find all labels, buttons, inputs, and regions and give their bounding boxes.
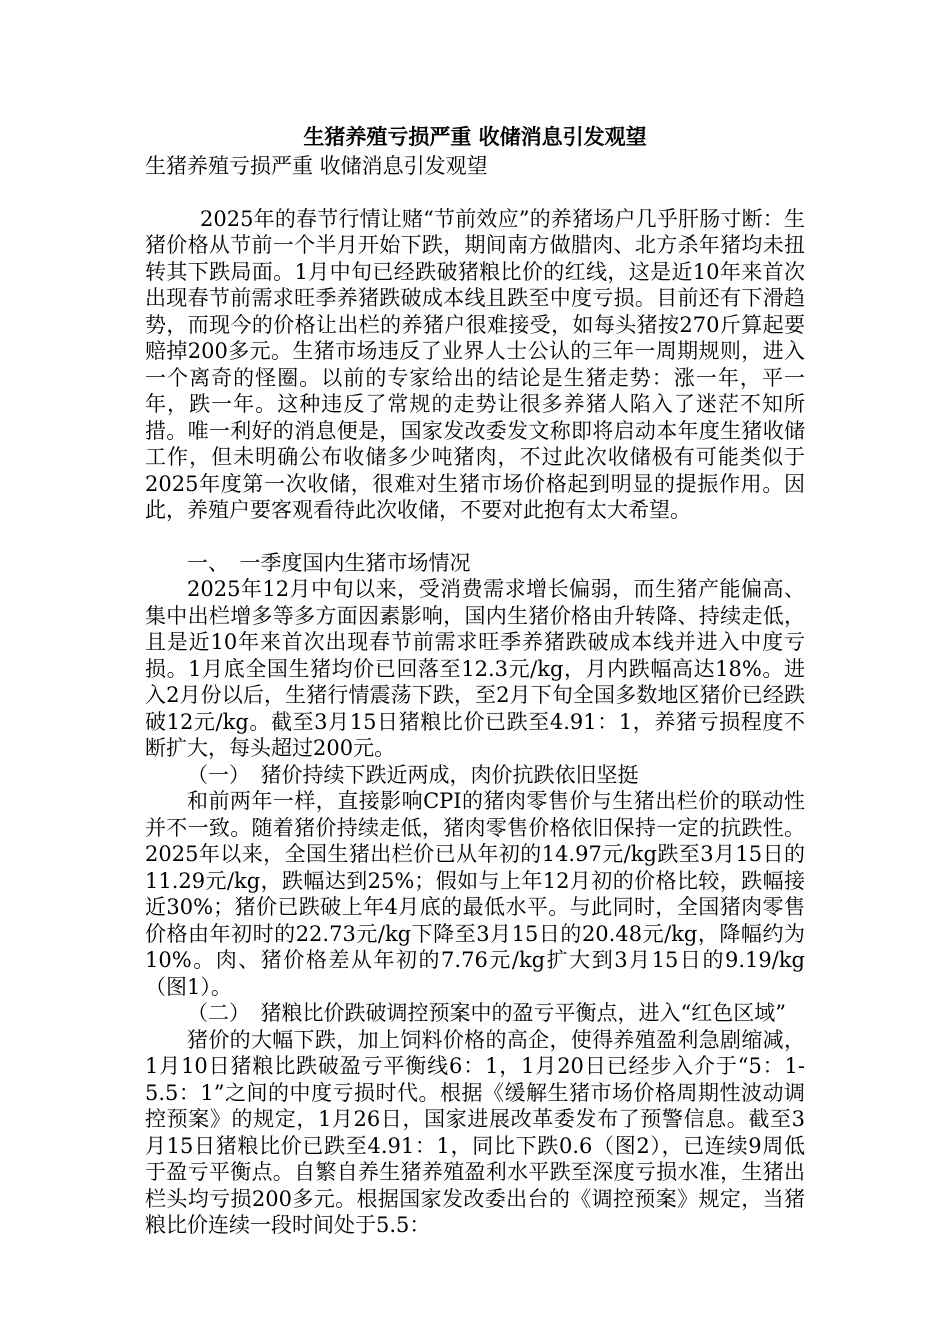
- section-heading: 一、 一季度国内生猪市场情况: [187, 550, 471, 575]
- document-subtitle: 生猪养殖亏损严重 收储消息引发观望: [145, 154, 488, 178]
- blank-line: [145, 180, 805, 206]
- subsection-paragraph: 和前两年一样，直接影响CPI的猪肉零售价与生猪出栏价的联动性并不一致。随着猪价持续走低，猪肉零售价格依旧保持一定的抗跌性。2025年以来，全国生猪出栏价已从年初的14.97元/kg跌至3月15日的11.29元/kg，跌幅达到25%；假如与上年12月初的价格比较，跌幅接近30%；猪价已跌破上年4月底的最低水平。与此同时，全国猪肉零售价格由年初时的22.73元/kg下降至3月15日的20.48元/kg，降幅约为10%。肉、猪价格差从年初的7.76元/kg扩大到3月15日的9.19/kg（图1）。: [145, 789, 805, 999]
- document-title: 生猪养殖亏损严重 收储消息引发观望: [303, 125, 647, 149]
- blank-line: [145, 524, 805, 550]
- subsection-paragraph: 猪价的大幅下跌，加上饲料价格的高企，使得养殖盈利急剧缩减，1月10日猪粮比跌破盈亏平衡线6：1，1月20日已经步入介于“5：1-5.5：1”之间的中度亏损时代。根据《缓解生猪市场价格周期性波动调控预案》的规定，1月26日，国家进展改革委发布了预警信息。截至3月15日猪粮比价已跌至4.91：1，同比下跌0.6（图2），已连续9周低于盈亏平衡点。自繁自养生猪养殖盈利水平跌至深度亏损水准，生猪出栏头均亏损200多元。根据国家发改委出台的《调控预案》规定，当猪粮比价连续一段时间处于5.5：: [145, 1027, 805, 1237]
- subsection-heading: （二） 猪粮比价跌破调控预案中的盈亏平衡点，进入“红色区域”: [187, 1001, 786, 1025]
- document-body: [145, 121, 805, 1239]
- section-paragraph: 2025年12月中旬以来，受消费需求增长偏弱，而生猪产能偏高、集中出栏增多等多方面因素影响，国内生猪价格由升转降、持续走低，且是近10年来首次出现春节前需求旺季养猪跌破成本线并进入中度亏损。1月底全国生猪均价已回落至12.3元/kg，月内跌幅高达18%。进入2月份以后，生猪行情震荡下跌，至2月下旬全国多数地区猪价已经跌破12元/kg。截至3月15日猪粮比价已跌至4.91：1，养猪亏损程度不断扩大，每头超过200元。: [145, 577, 805, 760]
- intro-paragraph: 2025年的春节行情让赌“节前效应”的养猪场户几乎肝肠寸断：生猪价格从节前一个半月开始下跌，期间南方做腊肉、北方杀年猪均未扭转其下跌局面。1月中旬已经跌破猪粮比价的红线，这是近10年来首次出现春节前需求旺季养猪跌破成本线且跌至中度亏损。目前还有下滑趋势，而现今的价格让出栏的养猪户很难接受，如每头猪按270斤算起要赔掉200多元。生猪市场违反了业界人士公认的三年一周期规则，进入一个离奇的怪圈。以前的专家给出的结论是生猪走势：涨一年，平一年，跌一年。这种违反了常规的走势让很多养猪人陷入了迷茫不知所措。唯一利好的消息便是，国家发改委发文称即将启动本年度生猪收储工作，但未明确公布收储多少吨猪肉，不过此次收储极有可能类似于2025年度第一次收储，很难对生猪市场价格起到明显的提振作用。因此，养殖户要客观看待此次收储，不要对此抱有太大希望。: [145, 206, 805, 522]
- subsection-heading: （一） 猪价持续下跌近两成，肉价抗跌依旧坚挺: [187, 762, 639, 787]
